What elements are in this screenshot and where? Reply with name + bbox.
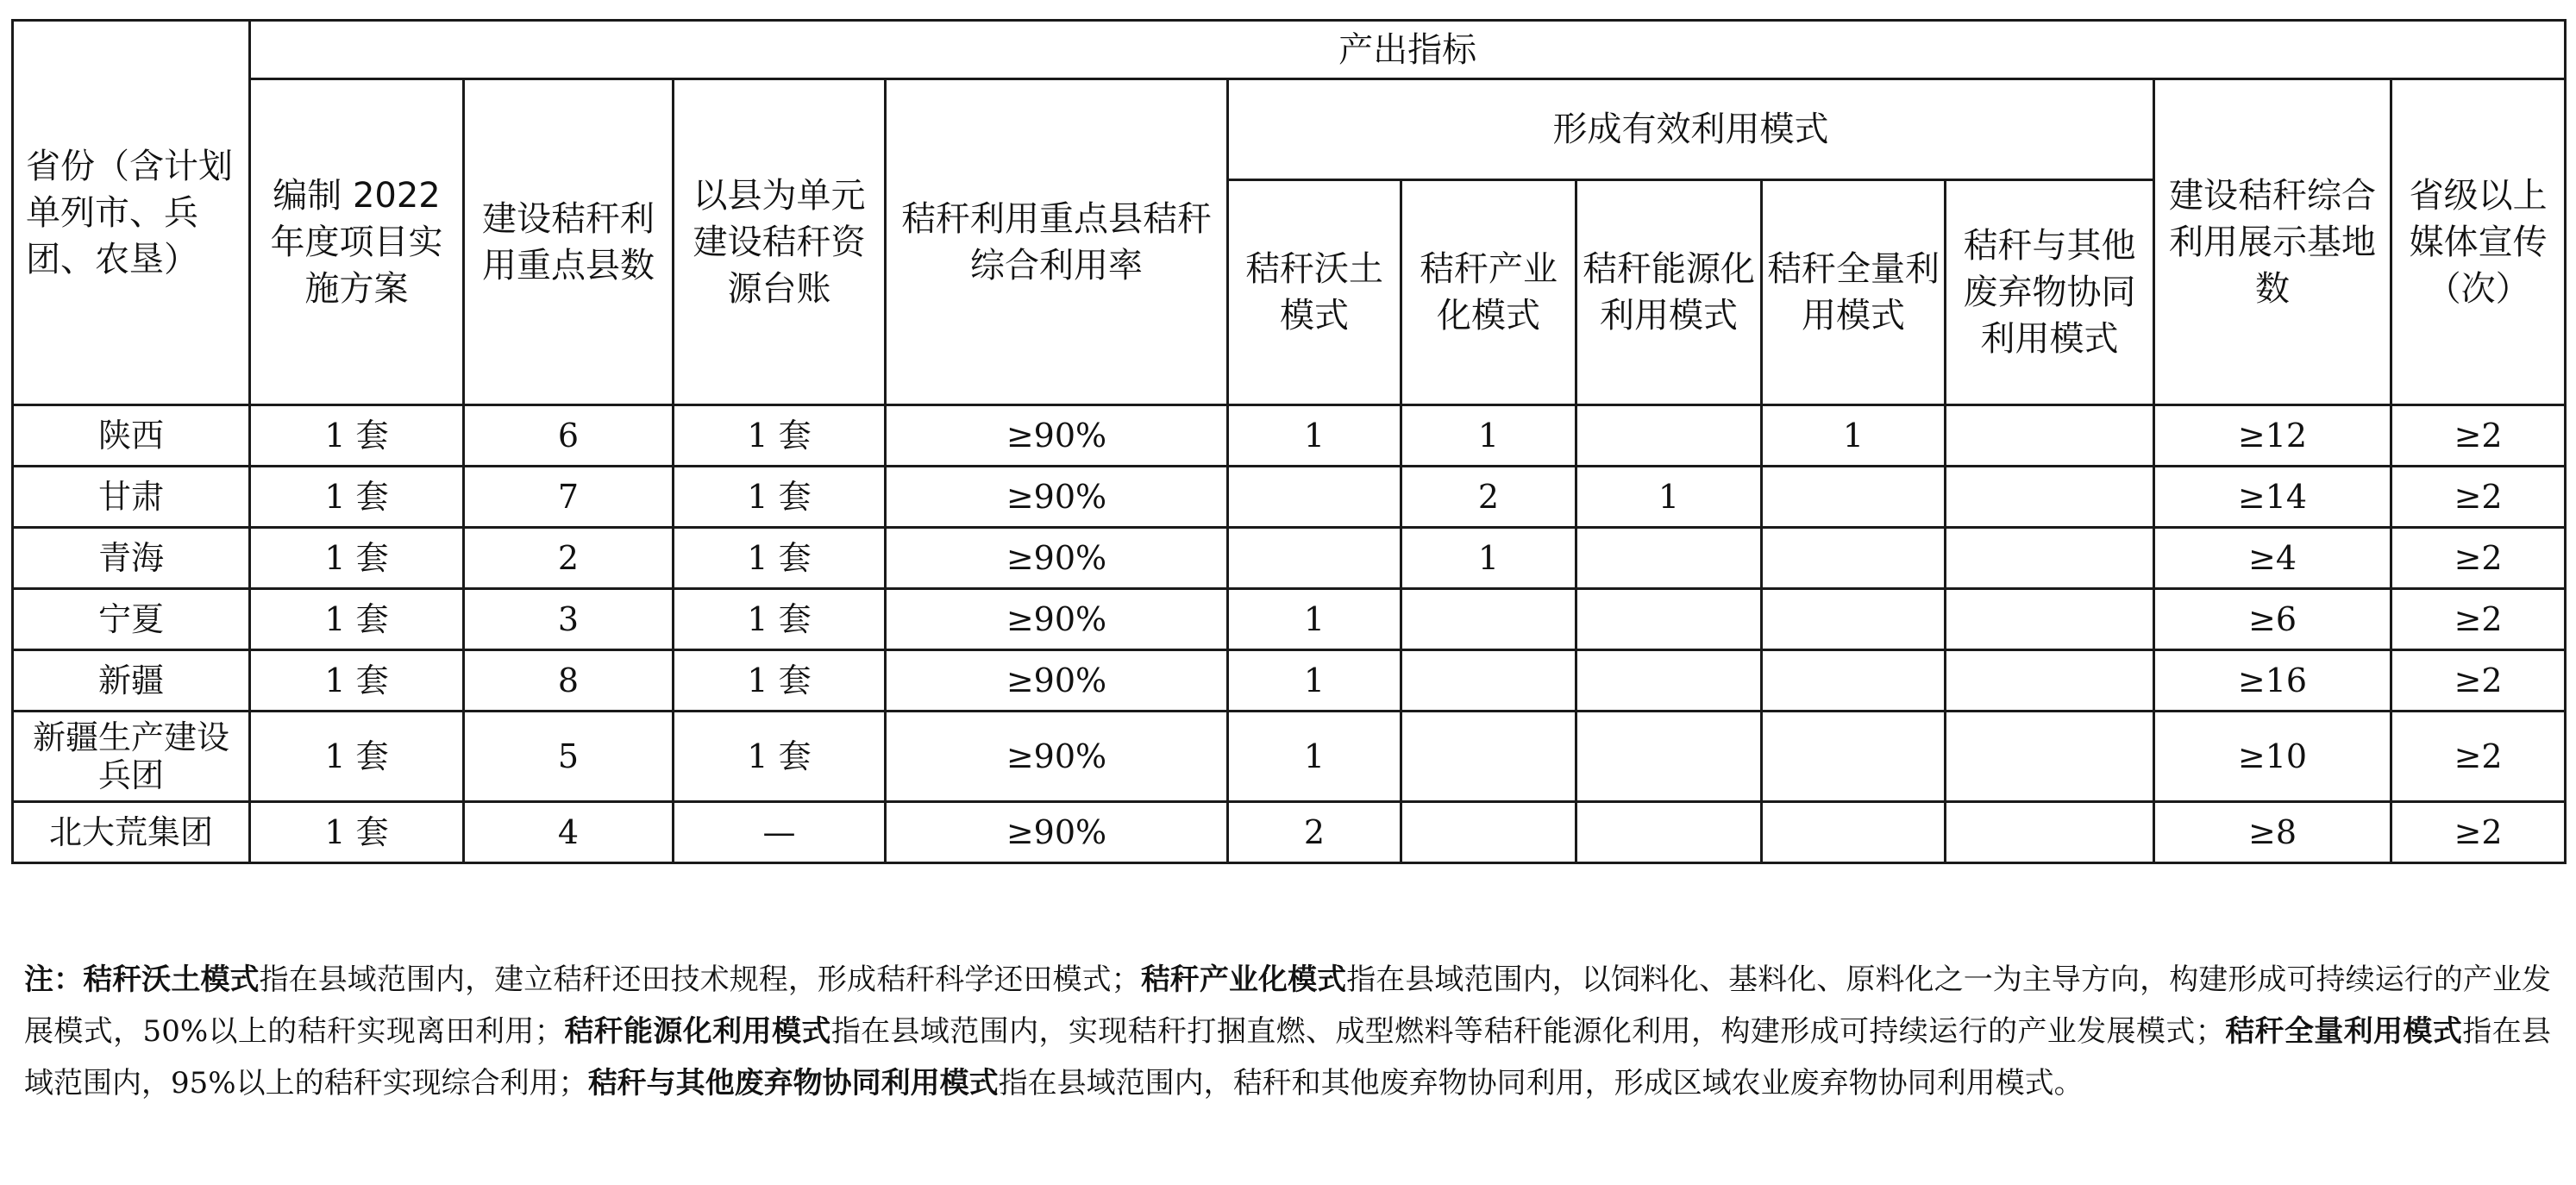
cell-mode-industry	[1401, 802, 1576, 863]
cell-province: 陕西	[13, 405, 250, 467]
cell-mode-energy	[1576, 405, 1762, 467]
cell-mode-industry	[1401, 712, 1576, 802]
cell-mode-full	[1762, 467, 1946, 528]
cell-mode-soil	[1228, 528, 1401, 589]
table-row	[13, 528, 2566, 589]
cell-mode-soil: 1	[1228, 405, 1401, 467]
note-term-full: 秸秆全量利用模式	[2224, 1014, 2463, 1049]
cell-mode-co	[1946, 589, 2154, 650]
cell-mode-industry: 1	[1401, 528, 1576, 589]
header-mode-industry: 秸秆产业化模式	[1401, 180, 1576, 405]
cell-mode-co	[1946, 802, 2154, 863]
cell-media: ≥2	[2391, 528, 2566, 589]
cell-key-counties: 4	[464, 802, 674, 863]
cell-mode-energy	[1576, 589, 1762, 650]
cell-demo-bases: ≥4	[2154, 528, 2391, 589]
cell-mode-co	[1946, 650, 2154, 712]
cell-key-counties: 7	[464, 467, 674, 528]
cell-demo-bases: ≥12	[2154, 405, 2391, 467]
note-desc-co: 指在县域范围内，秸秆和其他废弃物协同利用，形成区域农业废弃物协同利用模式。	[998, 1066, 2084, 1100]
cell-mode-soil: 1	[1228, 650, 1401, 712]
cell-rate: ≥90%	[886, 650, 1228, 712]
cell-demo-bases: ≥8	[2154, 802, 2391, 863]
cell-key-counties: 8	[464, 650, 674, 712]
cell-province: 甘肃	[13, 467, 250, 528]
cell-media: ≥2	[2391, 589, 2566, 650]
cell-province: 北大荒集团	[13, 802, 250, 863]
cell-media: ≥2	[2391, 467, 2566, 528]
cell-rate: ≥90%	[886, 712, 1228, 802]
cell-rate: ≥90%	[886, 528, 1228, 589]
cell-key-counties: 5	[464, 712, 674, 802]
note-desc-energy: 指在县域范围内，实现秸秆打捆直燃、成型燃料等秸秆能源化利用，构建形成可持续运行的产业发展模式；	[830, 1014, 2225, 1049]
cell-plan: 1 套	[250, 589, 464, 650]
cell-key-counties: 6	[464, 405, 674, 467]
cell-mode-full	[1762, 528, 1946, 589]
cell-demo-bases: ≥16	[2154, 650, 2391, 712]
cell-plan: 1 套	[250, 528, 464, 589]
cell-rate: ≥90%	[886, 405, 1228, 467]
header-mode-co: 秸秆与其他废弃物协同利用模式	[1946, 180, 2154, 405]
table-row	[13, 650, 2566, 712]
cell-mode-full	[1762, 802, 1946, 863]
cell-rate: ≥90%	[886, 467, 1228, 528]
cell-mode-full: 1	[1762, 405, 1946, 467]
note-desc-full: 指在县域范围内，95%以上的秸秆实现综合利用；	[24, 1014, 2551, 1100]
note-term-industry: 秸秆产业化模式	[1140, 962, 1347, 997]
cell-mode-co	[1946, 467, 2154, 528]
cell-province: 青海	[13, 528, 250, 589]
cell-demo-bases: ≥10	[2154, 712, 2391, 802]
cell-demo-bases: ≥6	[2154, 589, 2391, 650]
header-mode-soil: 秸秆沃土模式	[1228, 180, 1401, 405]
cell-mode-co	[1946, 712, 2154, 802]
cell-ledger: 1 套	[674, 528, 886, 589]
header-mode-full: 秸秆全量利用模式	[1762, 180, 1946, 405]
table-row	[13, 712, 2566, 802]
header-mode-energy: 秸秆能源化利用模式	[1576, 180, 1762, 405]
note-term-energy: 秸秆能源化利用模式	[563, 1014, 831, 1049]
cell-mode-full	[1762, 650, 1946, 712]
header-plan: 编制 2022 年度项目实施方案	[250, 79, 464, 405]
table-footnote	[24, 954, 2551, 1109]
table-row	[13, 467, 2566, 528]
cell-plan: 1 套	[250, 650, 464, 712]
cell-mode-energy	[1576, 712, 1762, 802]
cell-plan: 1 套	[250, 712, 464, 802]
cell-mode-energy	[1576, 802, 1762, 863]
cell-mode-soil: 1	[1228, 589, 1401, 650]
cell-ledger: 1 套	[674, 712, 886, 802]
header-output-indicators: 产出指标	[250, 21, 2566, 79]
table-row	[13, 802, 2566, 863]
cell-mode-energy	[1576, 650, 1762, 712]
cell-ledger: 1 套	[674, 467, 886, 528]
cell-mode-soil: 2	[1228, 802, 1401, 863]
cell-province: 宁夏	[13, 589, 250, 650]
cell-province: 新疆	[13, 650, 250, 712]
cell-mode-co	[1946, 528, 2154, 589]
cell-mode-soil: 1	[1228, 712, 1401, 802]
cell-mode-industry: 1	[1401, 405, 1576, 467]
note-term-co: 秸秆与其他废弃物协同利用模式	[587, 1066, 999, 1100]
cell-mode-co	[1946, 405, 2154, 467]
cell-mode-industry	[1401, 589, 1576, 650]
note-term-soil: 秸秆沃土模式	[83, 962, 260, 997]
cell-ledger: 1 套	[674, 405, 886, 467]
cell-media: ≥2	[2391, 405, 2566, 467]
note-desc-industry: 指在县域范围内，以饲料化、基料化、原料化之一为主导方向，构建形成可持续运行的产业发展模式，50%以上的秸秆实现离田利用；	[24, 962, 2552, 1049]
cell-mode-full	[1762, 712, 1946, 802]
cell-mode-full	[1762, 589, 1946, 650]
note-prefix: 注：	[24, 962, 84, 997]
header-ledger: 以县为单元建设秸秆资源台账	[674, 79, 886, 405]
table-row	[13, 589, 2566, 650]
cell-mode-industry: 2	[1401, 467, 1576, 528]
cell-media: ≥2	[2391, 802, 2566, 863]
cell-demo-bases: ≥14	[2154, 467, 2391, 528]
cell-key-counties: 2	[464, 528, 674, 589]
cell-mode-industry	[1401, 650, 1576, 712]
table-row	[13, 405, 2566, 467]
header-effective-modes: 形成有效利用模式	[1228, 79, 2154, 180]
cell-plan: 1 套	[250, 802, 464, 863]
cell-ledger: 1 套	[674, 589, 886, 650]
cell-plan: 1 套	[250, 467, 464, 528]
header-media: 省级以上媒体宣传（次）	[2391, 79, 2566, 405]
cell-province: 新疆生产建设兵团	[13, 712, 250, 802]
output-indicators-table	[11, 19, 2567, 864]
cell-rate: ≥90%	[886, 589, 1228, 650]
cell-plan: 1 套	[250, 405, 464, 467]
note-desc-soil: 指在县域范围内，建立秸秆还田技术规程，形成秸秆科学还田模式；	[259, 962, 1141, 997]
cell-media: ≥2	[2391, 650, 2566, 712]
cell-rate: ≥90%	[886, 802, 1228, 863]
header-utilization-rate: 秸秆利用重点县秸秆综合利用率	[886, 79, 1228, 405]
header-demo-bases: 建设秸秆综合利用展示基地数	[2154, 79, 2391, 405]
cell-ledger: 1 套	[674, 650, 886, 712]
header-key-counties: 建设秸秆利用重点县数	[464, 79, 674, 405]
header-province: 省份（含计划单列市、兵团、农垦）	[13, 21, 250, 405]
cell-ledger: —	[674, 802, 886, 863]
cell-key-counties: 3	[464, 589, 674, 650]
cell-mode-energy: 1	[1576, 467, 1762, 528]
cell-mode-energy	[1576, 528, 1762, 589]
cell-mode-soil	[1228, 467, 1401, 528]
cell-media: ≥2	[2391, 712, 2566, 802]
